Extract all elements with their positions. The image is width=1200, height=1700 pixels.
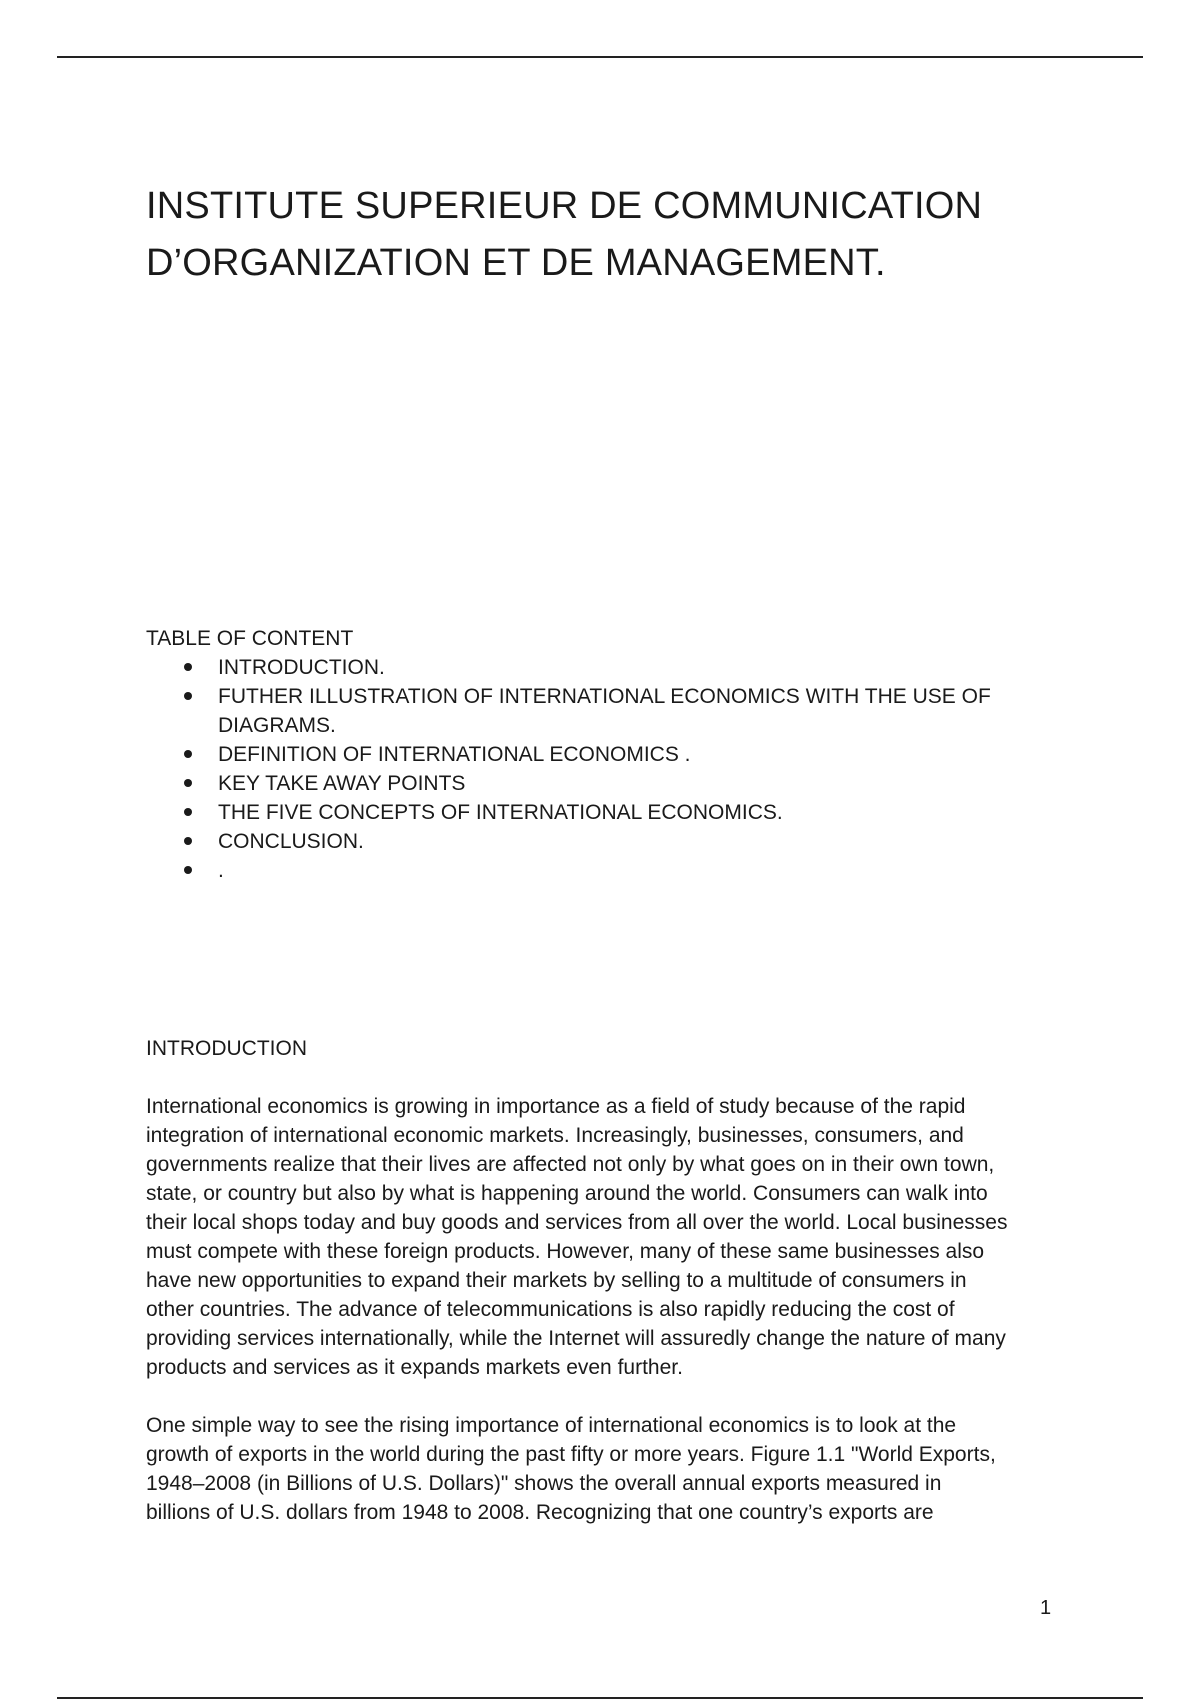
toc-item <box>146 856 1066 885</box>
toc-item-text: . <box>218 859 224 882</box>
paragraph <box>146 1411 1066 1527</box>
table-of-content <box>146 624 1066 885</box>
text-line: 1948–2008 (in Billions of U.S. Dollars)" shows the overall annual exports measured in <box>146 1472 942 1495</box>
introduction-heading: INTRODUCTION <box>146 1037 307 1060</box>
top-rule <box>57 56 1143 58</box>
toc-item-text: CONCLUSION. <box>218 830 364 853</box>
bullet-icon <box>184 663 192 671</box>
bottom-rule <box>57 1697 1143 1699</box>
toc-item <box>146 740 1066 769</box>
toc-list <box>146 653 1066 885</box>
toc-item-text: KEY TAKE AWAY POINTS <box>218 772 466 795</box>
toc-heading: TABLE OF CONTENT <box>146 627 354 650</box>
page-number: 1 <box>1040 1597 1052 1619</box>
introduction-section <box>146 1034 1066 1556</box>
text-line: state, or country but also by what is happening around the world. Consumers can walk into <box>146 1182 988 1205</box>
text-line: providing services internationally, while the Internet will assuredly change the nature of many <box>146 1327 1006 1350</box>
text-line: growth of exports in the world during the past fifty or more years. Figure 1.1 "World Exports, <box>146 1443 996 1466</box>
bullet-icon <box>184 692 192 700</box>
text-line: other countries. The advance of telecommunications is also rapidly reducing the cost of <box>146 1298 955 1321</box>
text-line: must compete with these foreign products. However, many of these same businesses also <box>146 1240 985 1263</box>
toc-item-text: THE FIVE CONCEPTS OF INTERNATIONAL ECONOMICS. <box>218 801 783 824</box>
text-line: integration of international economic markets. Increasingly, businesses, consumers, and <box>146 1124 964 1147</box>
toc-item <box>146 769 1066 798</box>
bullet-icon <box>184 866 192 874</box>
title-line: D’ORGANIZATION ET DE MANAGEMENT. <box>146 242 886 284</box>
title-line: INSTITUTE SUPERIEUR DE COMMUNICATION <box>146 185 983 227</box>
bullet-icon <box>184 750 192 758</box>
bullet-icon <box>184 808 192 816</box>
toc-item-text: INTRODUCTION. <box>218 656 385 679</box>
paragraph <box>146 1092 1066 1382</box>
toc-item <box>146 653 1066 682</box>
bullet-icon <box>184 837 192 845</box>
text-line: International economics is growing in importance as a field of study because of the rapid <box>146 1095 966 1118</box>
bullet-icon <box>184 779 192 787</box>
toc-item <box>146 682 1066 740</box>
text-line: products and services as it expands markets even further. <box>146 1356 683 1379</box>
toc-item-text: DIAGRAMS. <box>218 714 336 737</box>
document-title <box>146 178 1066 292</box>
toc-item-text: DEFINITION OF INTERNATIONAL ECONOMICS . <box>218 743 691 766</box>
toc-item <box>146 798 1066 827</box>
text-line: billions of U.S. dollars from 1948 to 2008. Recognizing that one country’s exports are <box>146 1501 934 1524</box>
text-line: have new opportunities to expand their markets by selling to a multitude of consumers in <box>146 1269 967 1292</box>
toc-item-text: FUTHER ILLUSTRATION OF INTERNATIONAL ECONOMICS WITH THE USE OF <box>218 685 991 708</box>
text-line: One simple way to see the rising importance of international economics is to look at the <box>146 1414 957 1437</box>
toc-item <box>146 827 1066 856</box>
text-line: governments realize that their lives are affected not only by what goes on in their own town, <box>146 1153 995 1176</box>
text-line: their local shops today and buy goods and services from all over the world. Local businesses <box>146 1211 1008 1234</box>
